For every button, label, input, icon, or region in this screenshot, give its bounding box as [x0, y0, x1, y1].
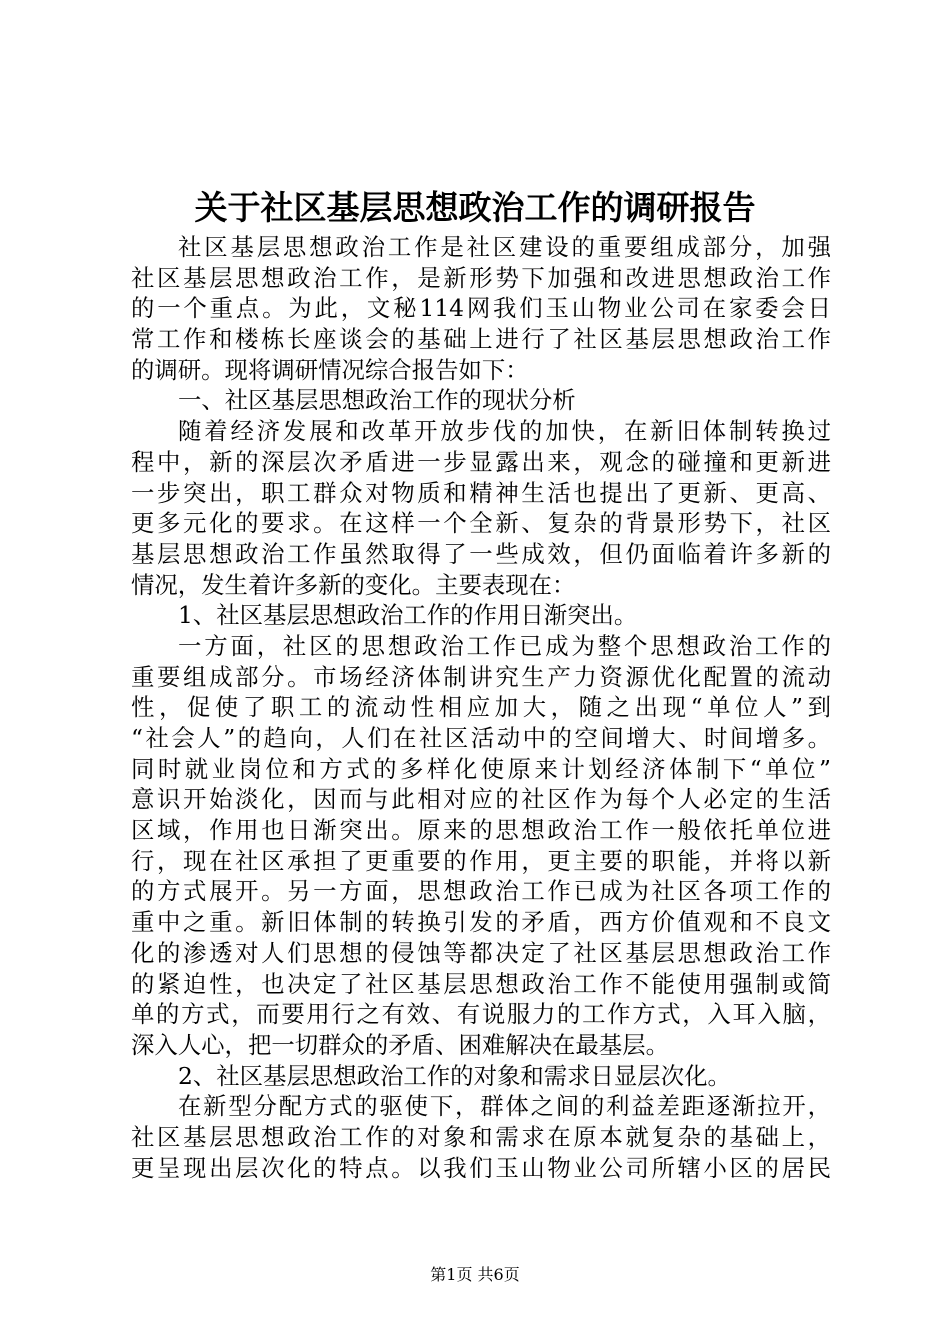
document-body	[131, 232, 831, 1183]
text-line: 社区基层思想政治工作的对象和需求在原本就复杂的基础上，	[131, 1122, 831, 1151]
text-line: 重中之重。新旧体制的转换引发的矛盾，西方价值观和不良文	[131, 908, 831, 937]
text-line: 一方面，社区的思想政治工作已成为整个思想政治工作的	[178, 631, 831, 660]
text-line: 的方式展开。另一方面，思想政治工作已成为社区各项工作的	[131, 877, 831, 906]
subsection-heading: 2、社区基层思想政治工作的对象和需求日显层次化。	[178, 1061, 731, 1090]
text-line: 单的方式，而要用行之有效、有说服力的工作方式，入耳入脑，	[131, 1000, 831, 1029]
text-line: 的紧迫性，也决定了社区基层思想政治工作不能使用强制或简	[131, 969, 831, 998]
text-line: 意识开始淡化，因而与此相对应的社区作为每个人必定的生活	[131, 785, 831, 814]
page-title: 关于社区基层思想政治工作的调研报告	[194, 188, 756, 227]
text-line: 更呈现出层次化的特点。以我们玉山物业公司所辖小区的居民	[131, 1153, 831, 1182]
text-line: “社会人”的趋向，人们在社区活动中的空间增大、时间增多。	[131, 724, 831, 752]
text-line: 的调研。现将调研情况综合报告如下：	[131, 355, 529, 384]
text-line: 化的渗透对人们思想的侵蚀等都决定了社区基层思想政治工作	[131, 938, 831, 967]
text-line: 区域，作用也日渐突出。原来的思想政治工作一般依托单位进	[131, 816, 831, 845]
text-line: 随着经济发展和改革开放步伐的加快，在新旧体制转换过	[178, 417, 831, 446]
text-line: 行，现在社区承担了更重要的作用，更主要的职能，并将以新	[131, 846, 831, 875]
text-line: 性，促使了职工的流动性相应加大，随之出现“单位人”到	[131, 693, 831, 722]
page-footer: 第1页 共6页	[430, 1265, 520, 1284]
text-line: 深入人心，把一切群众的矛盾、困难解决在最基层。	[131, 1030, 669, 1059]
text-line: 同时就业岗位和方式的多样化使原来计划经济体制下“单位”	[131, 754, 831, 783]
text-line: 程中，新的深层次矛盾进一步显露出来，观念的碰撞和更新进	[131, 447, 831, 476]
text-line: 的一个重点。为此，文秘114网我们玉山物业公司在家委会日	[131, 294, 831, 323]
text-line: 社区基层思想政治工作，是新形势下加强和改进思想政治工作	[131, 263, 831, 292]
text-line: 基层思想政治工作虽然取得了一些成效，但仍面临着许多新的	[131, 539, 831, 568]
text-line: 社区基层思想政治工作是社区建设的重要组成部分，加强	[178, 233, 831, 261]
text-line: 在新型分配方式的驱使下，群体之间的利益差距逐渐拉开，	[178, 1092, 831, 1121]
text-line: 重要组成部分。市场经济体制讲究生产力资源优化配置的流动	[131, 662, 831, 691]
text-line: 更多元化的要求。在这样一个全新、复杂的背景形势下，社区	[131, 509, 831, 538]
text-line: 常工作和楼栋长座谈会的基础上进行了社区基层思想政治工作	[131, 325, 831, 354]
text-line: 一步突出，职工群众对物质和精神生活也提出了更新、更高、	[131, 478, 831, 507]
text-line: 情况，发生着许多新的变化。主要表现在：	[131, 570, 576, 599]
subsection-heading: 1、社区基层思想政治工作的作用日渐突出。	[178, 601, 638, 630]
section-heading: 一、社区基层思想政治工作的现状分析	[178, 386, 576, 415]
